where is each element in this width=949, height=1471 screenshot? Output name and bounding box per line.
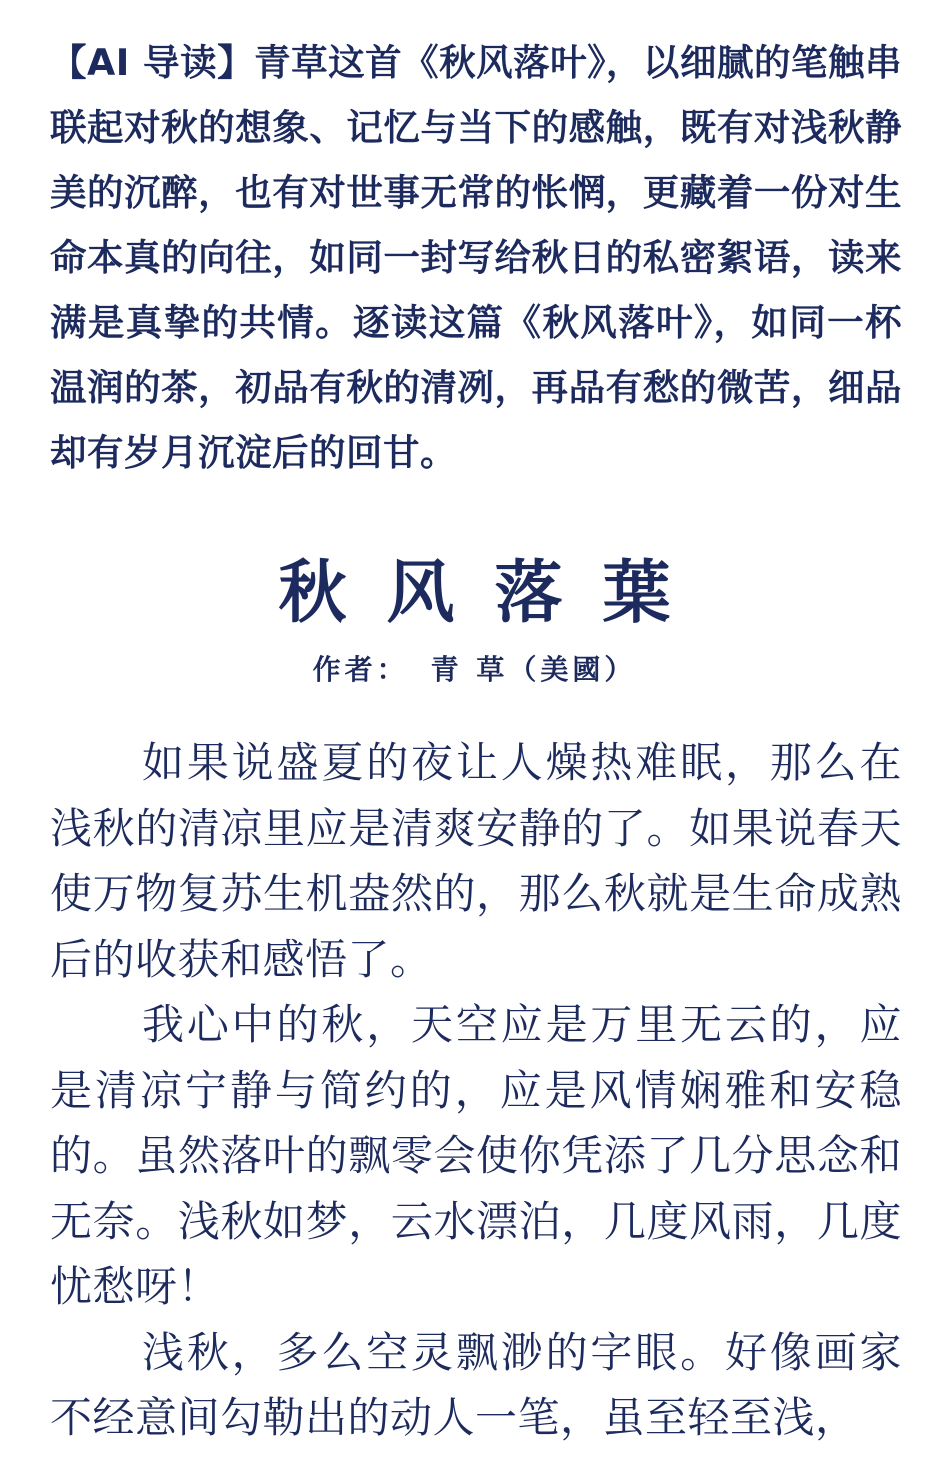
author-name: 青 草 <box>430 653 509 686</box>
ai-intro-paragraph: 【AI 导读】青草这首《秋风落叶》，以细腻的笔触串联起对秋的想象、记忆与当下的感触，既有对浅秋静美的沉醉，也有对世事无常的怅惘，更藏着一份对生命本真的向往，如同一封写给秋日的私密絮语，读来满是真挚的共情。逐读这篇《秋风落叶》，如同一杯温润的茶，初品有秋的清冽，再品有愁的微苦，细品却有岁月沉淀后的回甘。 <box>50 41 902 474</box>
body-paragraph: 如果说盛夏的夜让人燥热难眠，那么在浅秋的清凉里应是清爽安静的了。如果说春天使万物复苏生机盎然的，那么秋就是生命成熟后的收获和感悟了。 <box>50 738 902 984</box>
byline-label: 作者： <box>312 653 409 686</box>
author-location: （美國） <box>508 653 637 686</box>
article-body <box>50 730 902 1451</box>
byline <box>0 648 949 692</box>
body-paragraph: 我心中的秋，天空应是万里无云的，应是清凉宁静与简约的，应是风情娴雅和安稳的。虽然落叶的飘零会使你凭添了几分思念和无奈。浅秋如梦，云水漂泊，几度风雨，几度忧愁呀！ <box>50 1000 902 1311</box>
article-title: 秋风落葉 <box>278 553 711 633</box>
body-paragraph: 浅秋，多么空灵飘渺的字眼。好像画家不经意间勾勒出的动人一笔，虽至轻至浅， <box>50 1327 902 1442</box>
